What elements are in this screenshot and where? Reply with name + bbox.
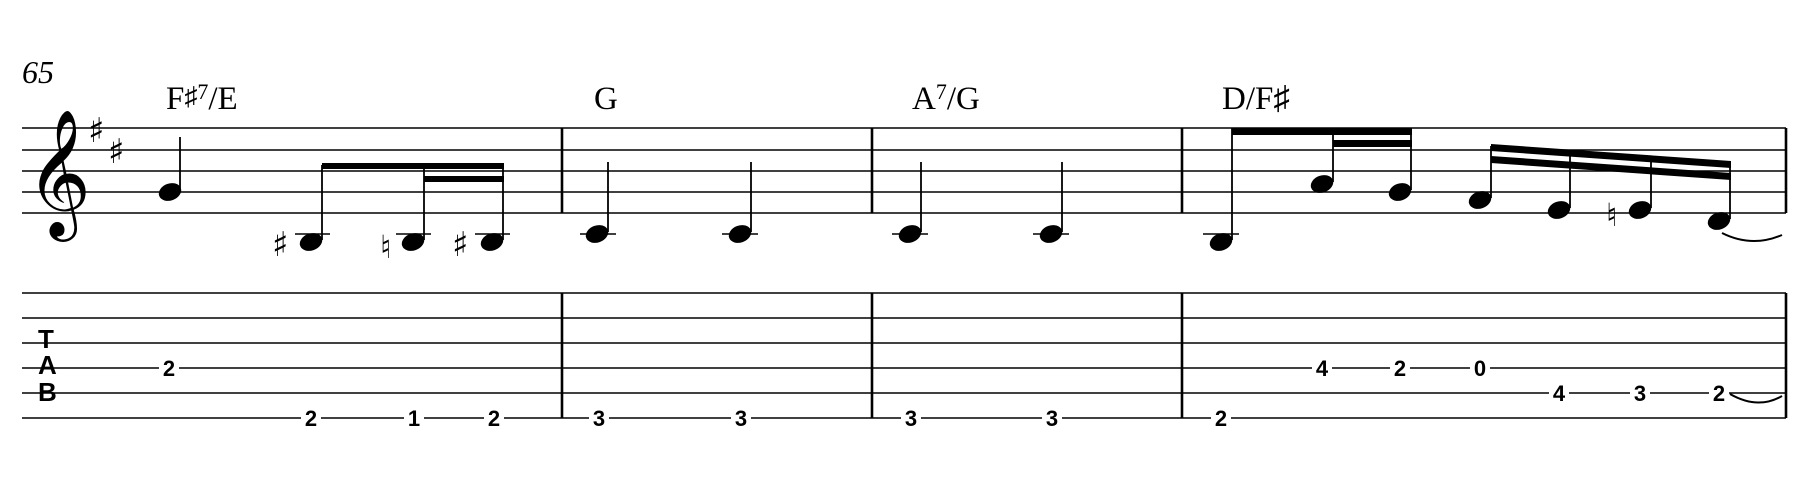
chord-bass: /G bbox=[946, 81, 980, 117]
tab-clef bbox=[38, 324, 57, 407]
tab-tie bbox=[1730, 394, 1782, 403]
tab-staff bbox=[22, 293, 1786, 418]
sharp-icon: ♯ bbox=[88, 111, 105, 151]
natural-icon: ♮ bbox=[1606, 196, 1618, 234]
note-head bbox=[1627, 199, 1653, 222]
tab-clef-letter: A bbox=[38, 350, 57, 380]
chord-symbol-3 bbox=[912, 79, 980, 117]
fret-number: 2 bbox=[487, 406, 501, 431]
fret-number: 2 bbox=[162, 356, 176, 381]
fret-number: 1 bbox=[407, 406, 421, 431]
chord-bass: /E bbox=[208, 81, 238, 117]
fret-number: 3 bbox=[592, 406, 606, 431]
chord-root: D bbox=[1222, 81, 1246, 117]
note-head bbox=[1546, 199, 1572, 222]
notes-measure-4 bbox=[1203, 128, 1782, 253]
sharp-icon: ♯ bbox=[108, 132, 125, 172]
fret-number: 3 bbox=[1045, 406, 1059, 431]
beam bbox=[1232, 128, 1412, 135]
tab-clef-letter: B bbox=[38, 377, 57, 407]
tab-clef-letter: T bbox=[38, 324, 54, 354]
treble-clef-icon: 𝄞 bbox=[26, 108, 92, 236]
notes-measure-3 bbox=[892, 162, 1069, 245]
notes-measure-2 bbox=[580, 162, 758, 245]
sharp-icon: ♯ bbox=[272, 225, 289, 265]
key-signature bbox=[88, 111, 124, 172]
beam bbox=[322, 163, 504, 169]
chord-root: F bbox=[166, 81, 185, 117]
chord-symbol-2 bbox=[594, 81, 618, 117]
note-head bbox=[1038, 223, 1064, 246]
chord-quality: 7 bbox=[197, 79, 209, 104]
beam bbox=[424, 176, 504, 182]
fret-number: 3 bbox=[734, 406, 748, 431]
notation-staff bbox=[22, 128, 1786, 213]
chord-symbol-4 bbox=[1222, 81, 1290, 117]
note-head bbox=[1387, 181, 1413, 204]
chord-accidental: ♯ bbox=[184, 82, 198, 111]
fret-number: 3 bbox=[904, 406, 918, 431]
chord-bass: /F♯ bbox=[1245, 81, 1290, 117]
natural-icon: ♮ bbox=[380, 228, 392, 266]
chord-quality: 7 bbox=[935, 79, 947, 104]
measure-number: 65 bbox=[22, 54, 54, 90]
fret-number: 2 bbox=[1712, 381, 1726, 406]
beam bbox=[1333, 140, 1412, 147]
chord-symbol-1 bbox=[166, 79, 238, 117]
tab-barlines bbox=[562, 293, 1786, 418]
chord-root: A bbox=[912, 81, 936, 117]
fret-number: 3 bbox=[1633, 381, 1647, 406]
note-head bbox=[897, 223, 923, 246]
sharp-icon: ♯ bbox=[452, 225, 469, 265]
notes-measure-1 bbox=[157, 137, 510, 266]
tie bbox=[1722, 233, 1782, 241]
fret-number: 0 bbox=[1473, 356, 1487, 381]
fret-number: 4 bbox=[1552, 381, 1566, 406]
fret-number: 2 bbox=[1214, 406, 1228, 431]
chord-root: G bbox=[594, 81, 618, 117]
fret-number: 4 bbox=[1315, 356, 1329, 381]
note-head bbox=[584, 223, 610, 246]
fret-number: 2 bbox=[304, 406, 318, 431]
fret-number: 2 bbox=[1393, 356, 1407, 381]
note-head bbox=[727, 223, 753, 246]
